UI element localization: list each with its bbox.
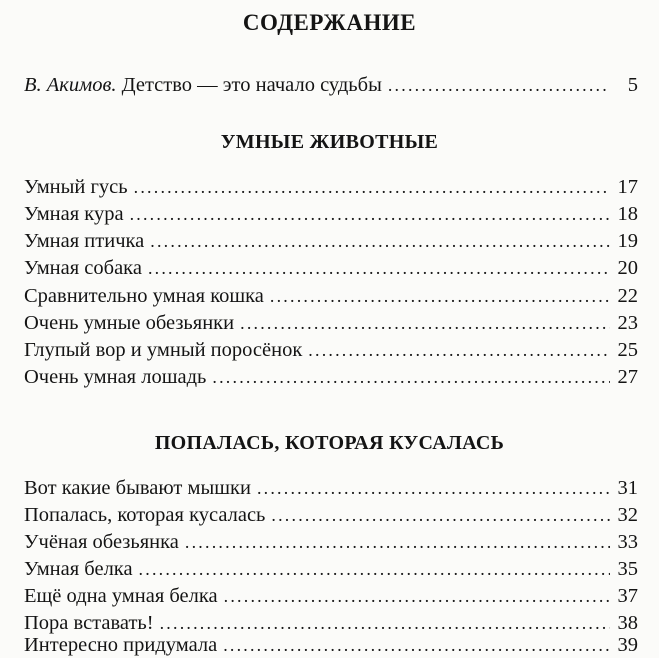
entry-page-number: 32 <box>617 504 638 526</box>
entry-page-number: 37 <box>617 585 638 607</box>
entry-page-number: 35 <box>617 558 638 580</box>
entry-page-number: 23 <box>617 312 638 334</box>
entry-title: Учёная обезьянка <box>24 531 179 553</box>
entry-page-number: 19 <box>617 230 638 252</box>
entry-page-number: 22 <box>617 285 638 307</box>
entry-title: Умная белка <box>24 558 133 580</box>
dot-leader <box>185 529 610 555</box>
dot-leader <box>134 174 610 200</box>
dot-leader <box>150 228 610 254</box>
toc-entry <box>24 201 638 227</box>
toc-entry-intro <box>24 72 638 98</box>
entry-page-number: 31 <box>617 477 638 499</box>
section-title-caught: ПОПАЛАСЬ, КОТОРАЯ КУСАЛАСЬ <box>154 432 505 454</box>
entry-page-number: 20 <box>617 257 638 279</box>
toc-entry <box>24 475 638 501</box>
toc-entry <box>24 364 638 390</box>
entry-page-number: 25 <box>617 339 638 361</box>
entry-title: Умный гусь <box>24 176 128 198</box>
entry-title: Ещё одна умная белка <box>24 585 218 607</box>
entry-author: В. Акимов. <box>24 74 117 96</box>
entry-page-number: 33 <box>617 531 638 553</box>
dot-leader <box>139 556 610 582</box>
entry-title: Умная собака <box>24 257 142 279</box>
toc-entry <box>24 228 638 254</box>
toc-entry <box>24 502 638 528</box>
toc-entry <box>24 310 638 336</box>
toc-entry <box>24 529 638 555</box>
dot-leader <box>271 502 610 528</box>
toc-entry <box>24 632 638 658</box>
section-title-smart-animals: УМНЫЕ ЖИВОТНЫЕ <box>220 131 439 153</box>
dot-leader <box>308 337 610 363</box>
entry-title: Глупый вор и умный поросёнок <box>24 339 303 361</box>
entry-title: Интересно придумала <box>24 634 218 656</box>
toc-entry <box>24 583 638 609</box>
dot-leader <box>388 72 610 98</box>
entry-page-number: 38 <box>617 612 638 634</box>
entry-title: Сравнительно умная кошка <box>24 285 264 307</box>
dot-leader <box>223 632 610 658</box>
entry-page-number: 5 <box>627 74 638 96</box>
dot-leader <box>270 283 610 309</box>
dot-leader <box>257 475 610 501</box>
entry-title <box>24 72 382 98</box>
toc-entry <box>24 556 638 582</box>
entry-page-number: 17 <box>617 176 638 198</box>
entry-title-text: Детство — это начало судьбы <box>121 74 382 96</box>
toc-entry <box>24 174 638 200</box>
dot-leader <box>240 310 610 336</box>
toc-entry <box>24 337 638 363</box>
dot-leader <box>212 364 610 390</box>
entry-title: Умная кура <box>24 203 124 225</box>
entry-title: Вот какие бывают мышки <box>24 477 251 499</box>
dot-leader <box>148 255 610 281</box>
entry-title: Попалась, которая кусалась <box>24 504 266 526</box>
toc-title: СОДЕРЖАНИЕ <box>242 10 417 35</box>
entry-title: Очень умные обезьянки <box>24 312 235 334</box>
toc-entry <box>24 283 638 309</box>
entry-title: Очень умная лошадь <box>24 366 207 388</box>
entry-page-number: 39 <box>617 634 638 656</box>
entry-title: Пора вставать! <box>24 612 154 634</box>
entry-title: Умная птичка <box>24 230 145 252</box>
dot-leader <box>130 201 610 227</box>
toc-entry <box>24 255 638 281</box>
entry-page-number: 27 <box>617 366 638 388</box>
dot-leader <box>224 583 610 609</box>
entry-page-number: 18 <box>617 203 638 225</box>
